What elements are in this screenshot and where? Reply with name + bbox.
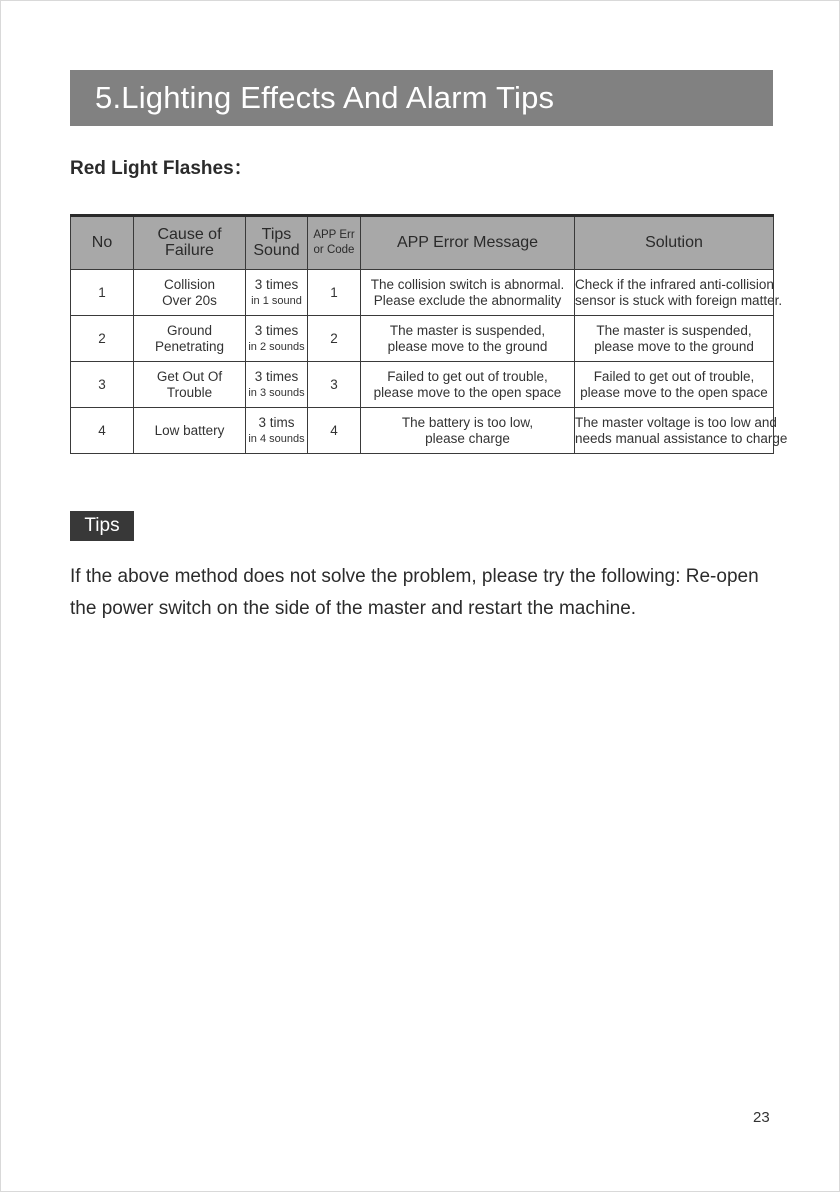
solution-line: Check if the infrared anti-collision: [575, 276, 774, 292]
message-line: please charge: [425, 430, 510, 446]
row-no: 1: [71, 270, 134, 316]
message-line: please move to the open space: [373, 384, 562, 400]
cause-line: Ground: [166, 322, 213, 338]
sound-line: in 3 sounds: [248, 386, 305, 399]
row-code: 2: [308, 316, 361, 362]
header-cause-line: Cause of: [157, 226, 222, 243]
row-code: 4: [308, 408, 361, 454]
table-row: [71, 362, 774, 408]
row-message: [361, 362, 575, 408]
solution-line: The master voltage is too low and: [575, 414, 777, 430]
message-line: The battery is too low,: [401, 414, 534, 430]
row-message: [361, 270, 575, 316]
alarm-table: [70, 214, 788, 454]
message-line: Failed to get out of trouble,: [387, 368, 548, 384]
table-row: [71, 316, 774, 362]
cause-line: Low battery: [154, 422, 225, 438]
sound-line: in 1 sound: [251, 294, 302, 307]
solution-line: please move to the ground: [594, 338, 754, 354]
message-line: please move to the ground: [387, 338, 548, 354]
header-sound-line: Sound: [253, 242, 300, 259]
header-code-line: APP Err: [313, 229, 355, 241]
message-line: The collision switch is abnormal.: [370, 276, 565, 292]
row-sound: [246, 408, 308, 454]
solution-line: please move to the open space: [580, 384, 768, 400]
row-no: 3: [71, 362, 134, 408]
message-line: Please exclude the abnormality: [373, 292, 562, 308]
table-row: [71, 270, 774, 316]
row-solution: [575, 316, 774, 362]
solution-line: Failed to get out of trouble,: [593, 368, 755, 384]
sound-line: in 2 sounds: [248, 340, 305, 353]
row-sound: [246, 316, 308, 362]
tips-text: If the above method does not solve the problem, please try the following: Re-open the power switch on the side of the master and restart the machine.: [70, 566, 759, 619]
header-code: [308, 216, 361, 270]
solution-line: needs manual assistance to charge: [575, 430, 788, 446]
cause-line: Penetrating: [154, 338, 225, 354]
row-solution: [575, 270, 783, 316]
row-sound: [246, 270, 308, 316]
row-message: [361, 408, 575, 454]
row-cause: [134, 408, 246, 454]
row-sound: [246, 362, 308, 408]
message-line: The master is suspended,: [389, 322, 546, 338]
row-no: 4: [71, 408, 134, 454]
page-number: 23: [753, 1109, 770, 1126]
solution-line: sensor is stuck with foreign matter.: [575, 292, 783, 308]
row-solution: [575, 408, 788, 454]
row-no: 2: [71, 316, 134, 362]
header-no: No: [71, 216, 134, 270]
cause-line: Collision: [163, 276, 216, 292]
sound-line: 3 times: [254, 276, 299, 292]
table-row: [71, 408, 774, 454]
header-cause: [134, 216, 246, 270]
cause-line: Get Out Of: [156, 368, 223, 384]
row-cause: [134, 316, 246, 362]
sound-line: 3 times: [254, 368, 299, 384]
header-solution: Solution: [575, 216, 774, 270]
sound-line: 3 times: [254, 322, 299, 338]
sound-line: in 4 sounds: [248, 432, 305, 445]
cause-line: Over 20s: [162, 292, 217, 308]
row-message: [361, 316, 575, 362]
header-sound: [246, 216, 308, 270]
header-code-line: or Code: [313, 244, 355, 256]
sound-line: 3 tims: [258, 414, 295, 430]
solution-line: The master is suspended,: [596, 322, 752, 338]
row-code: 3: [308, 362, 361, 408]
table-header-row: [71, 216, 774, 270]
row-cause: [134, 270, 246, 316]
header-message: APP Error Message: [361, 216, 575, 270]
row-cause: [134, 362, 246, 408]
row-code: 1: [308, 270, 361, 316]
row-solution: [575, 362, 774, 408]
header-cause-line: Failure: [165, 242, 214, 259]
section-title: 5.Lighting Effects And Alarm Tips: [70, 70, 773, 126]
tips-label: Tips: [70, 511, 134, 541]
cause-line: Trouble: [166, 384, 213, 400]
subheading: Red Light Flashes：: [70, 158, 253, 179]
header-sound-line: Tips: [261, 226, 292, 243]
